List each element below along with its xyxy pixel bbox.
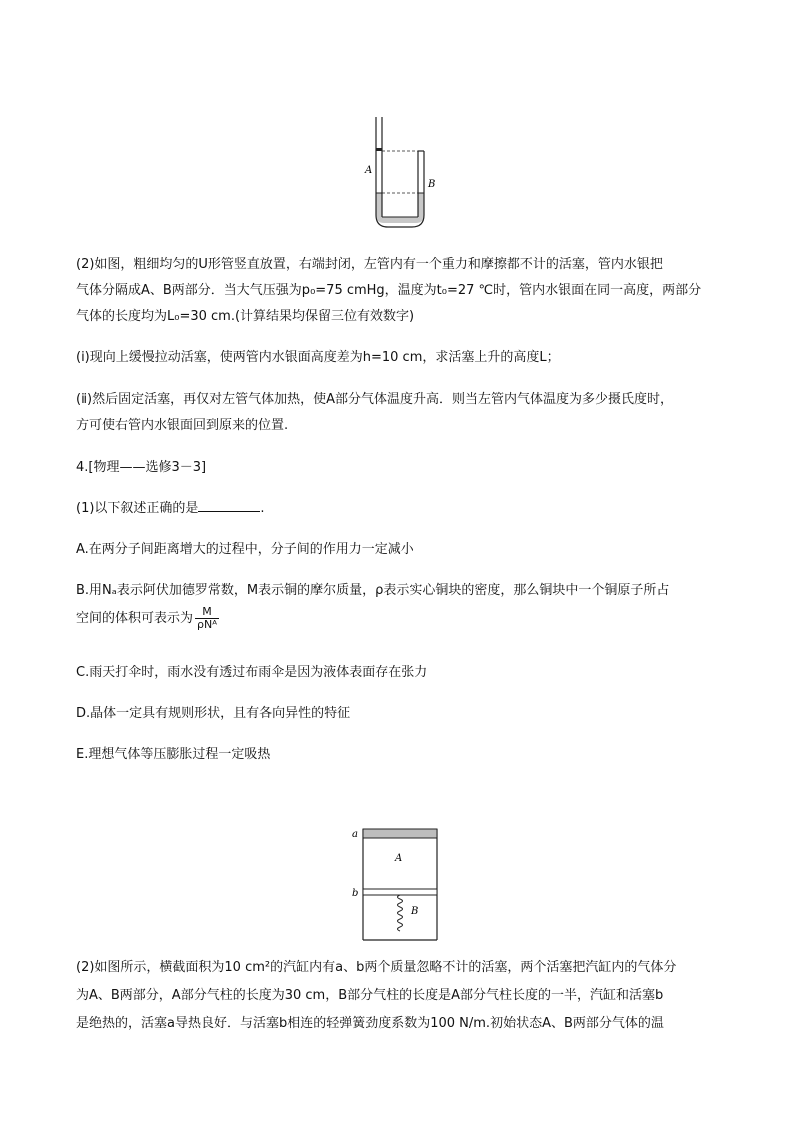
q2-sub2-line1: (ⅱ)然后固定活塞，再仅对左管气体加热，使A部分气体温度升高．则当左管内气体温度为多少摄氏度时，: [76, 392, 673, 407]
volume-fraction: [195, 606, 219, 631]
label-b: B: [428, 179, 436, 190]
fraction-denominator: ρNᴬ: [197, 618, 217, 631]
q4-part1: [76, 496, 726, 521]
q2-sub1: (ⅰ)现向上缓慢拉动活塞，使两管内水银面高度差为h=10 cm，求活塞上升的高度L；: [76, 350, 560, 365]
mercury: [376, 193, 424, 223]
answer-blank[interactable]: [198, 497, 260, 512]
option-b-line2-text: 空间的体积可表示为: [76, 611, 194, 626]
q4p2-line2: 为A、B两部分，A部分气柱的长度为30 cm，B部分气柱的长度是A部分气柱长度的一半，汽缸和活塞b: [76, 988, 664, 1003]
q4-part1-prefix: (1)以下叙述正确的是: [76, 501, 199, 516]
label-piston-b: b: [352, 888, 359, 899]
label-a: A: [365, 165, 373, 176]
label-gas-a: A: [395, 853, 403, 864]
piston-b: [363, 889, 437, 895]
option-e: E.理想气体等压膨胀过程一定吸热: [76, 747, 271, 762]
q2-sub2-line2: 方可使右管内水银面回到原来的位置.: [76, 418, 289, 433]
option-b-line1: B.用Nₐ表示阿伏加德罗常数，M表示铜的摩尔质量，ρ表示实心铜块的密度，那么铜块中一个铜原子所占: [76, 583, 670, 598]
u-tube-figure: [360, 115, 440, 230]
piston: [376, 148, 382, 151]
q4-heading: 4.[物理——选修3－3]: [76, 460, 207, 475]
option-d: D.晶体一定具有规则形状，且有各向异性的特征: [76, 706, 351, 721]
q4-part1-suffix: .: [260, 501, 265, 516]
piston-a: [363, 829, 437, 838]
option-c: C.雨天打伞时，雨水没有透过布雨伞是因为液体表面存在张力: [76, 665, 428, 680]
cylinder-figure: [345, 826, 445, 944]
fraction-numerator: M: [195, 606, 219, 619]
spring: [398, 895, 403, 931]
q2-line3: 气体的长度均为L₀=30 cm.(计算结果均保留三位有效数字): [76, 309, 415, 324]
q2-line2: 气体分隔成A、B两部分．当大气压强为p₀=75 cmHg，温度为t₀=27 ℃时，管内水银面在同一高度，两部分: [76, 283, 702, 298]
option-a: A.在两分子间距离增大的过程中，分子间的作用力一定减小: [76, 542, 414, 557]
q2-line1: (2)如图，粗细均匀的U形管竖直放置，右端封闭，左管内有一个重力和摩擦都不计的活塞，管内水银把: [76, 257, 663, 272]
label-gas-b: B: [411, 906, 419, 917]
label-piston-a: a: [352, 829, 358, 840]
q4p2-line1: (2)如图所示，横截面积为10 cm²的汽缸内有a、b两个质量忽略不计的活塞，两个活塞把汽缸内的气体分: [76, 960, 677, 975]
option-b-line2: [76, 606, 726, 631]
q4p2-line3: 是绝热的，活塞a导热良好．与活塞b相连的轻弹簧劲度系数为100 N/m.初始状态A、B两部分气体的温: [76, 1016, 664, 1031]
